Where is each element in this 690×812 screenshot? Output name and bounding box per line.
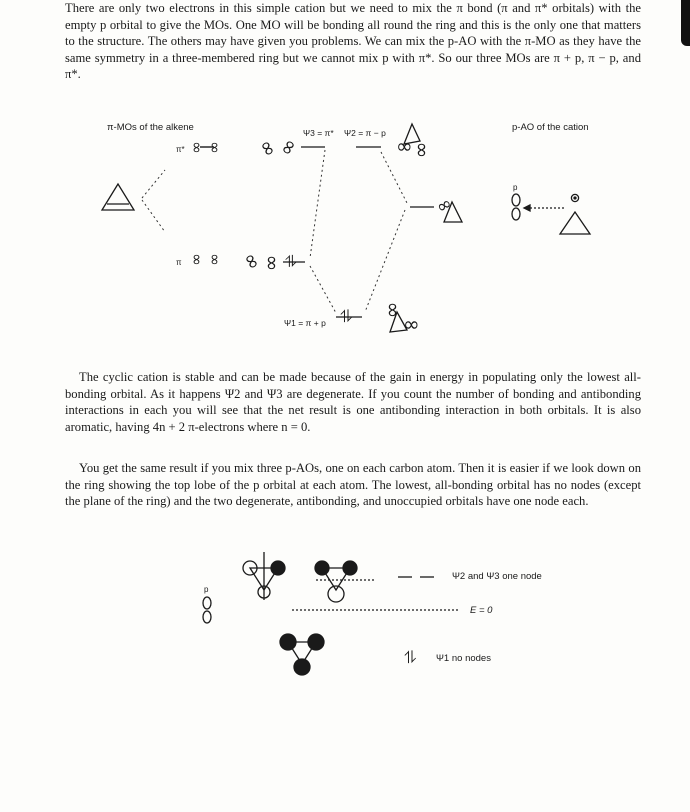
lobe (271, 561, 285, 575)
pi-star-orbital-glyph-2: ∞ (205, 141, 224, 154)
lobe (315, 561, 329, 575)
zero-energy-label: E = 0 (470, 605, 493, 616)
stability-paragraph: The cyclic cation is stable and can be made because of the gain in energy in populating only the lowest all-bonding orbital. As it happens Ψ2 and Ψ3 are degenerate. If you count the number of bonding and antibonding interactions in each you will see that the net result is one antibonding interaction in both orbitals. It is also aromatic, having 4n + 2 π-electrons where n = 0. (65, 370, 641, 434)
psi1-label: Ψ1 = π + p (284, 318, 326, 328)
psi2-label: Ψ2 = π − p (344, 128, 386, 138)
psi1-electron-pair: ⥮ (340, 307, 353, 327)
lowest-orbital-label: Ψ1 no nodes (436, 653, 491, 664)
right-column-title: p-AO of the cation (512, 122, 589, 133)
psi3-orbital-glyph-2: ∞ (274, 134, 304, 162)
lobe (328, 586, 344, 602)
pi-label: π (176, 258, 182, 267)
psi2-orbital-glyph-2: ∞ (410, 141, 435, 159)
degenerate-label: Ψ2 and Ψ3 one node (452, 571, 542, 582)
mid-orbital-glyph: ∞ (432, 192, 456, 219)
pi-orbital-glyph: ∞ (187, 253, 206, 266)
pi-level-orbital-glyph-2: ∞ (260, 254, 285, 272)
psi1-electron-pair-lower: ⥮ (404, 648, 417, 668)
lobe (294, 659, 310, 675)
intro-paragraph: There are only two electrons in this simple cation but we need to mix the π bond (π and π* orbitals) with the empty p orbital to give the MOs. One MO will be bonding all round the ring and this is the only one that matters to the structure. The others may have given you problems. We can mix the p-AO with the π-MO as they have the same symmetry in a three-membered ring but we cannot mix p with π*. So our three MOs are π + p, π − p, and π*. (65, 1, 641, 82)
p-label: p (513, 183, 518, 192)
psi2-orbital-glyph: ∞ (396, 134, 413, 158)
lobe (280, 634, 296, 650)
pi-orbital-glyph-2: ∞ (205, 253, 224, 266)
psi1-orbital-glyph-2: ∞ (403, 312, 420, 336)
pi-star-label: π* (176, 145, 185, 154)
psi1-orbital-glyph: ∞ (381, 301, 406, 319)
p-label-lower: p (204, 585, 209, 594)
lobe (308, 634, 324, 650)
left-column-title: π-MOs of the alkene (107, 122, 194, 133)
psi3-orbital-glyph: ∞ (253, 134, 283, 162)
pi-level-orbital-glyph: ∞ (237, 247, 267, 275)
three-p-paragraph: You get the same result if you mix three p-AOs, one on each carbon atom. Then it is easier if we look down on the ring showing the top lobe of the p orbital at each atom. The lowest, all-bonding orbital has no nodes (except the plane of the ring) and the two degenerate, antibonding, and unoccupied orbitals have one node each. (65, 461, 641, 509)
psi3-label: Ψ3 = π* (303, 128, 334, 138)
pi-star-orbital-glyph: ∞ (187, 141, 206, 154)
lobe (343, 561, 357, 575)
pi-electron-pair: ⥮ (285, 252, 297, 271)
